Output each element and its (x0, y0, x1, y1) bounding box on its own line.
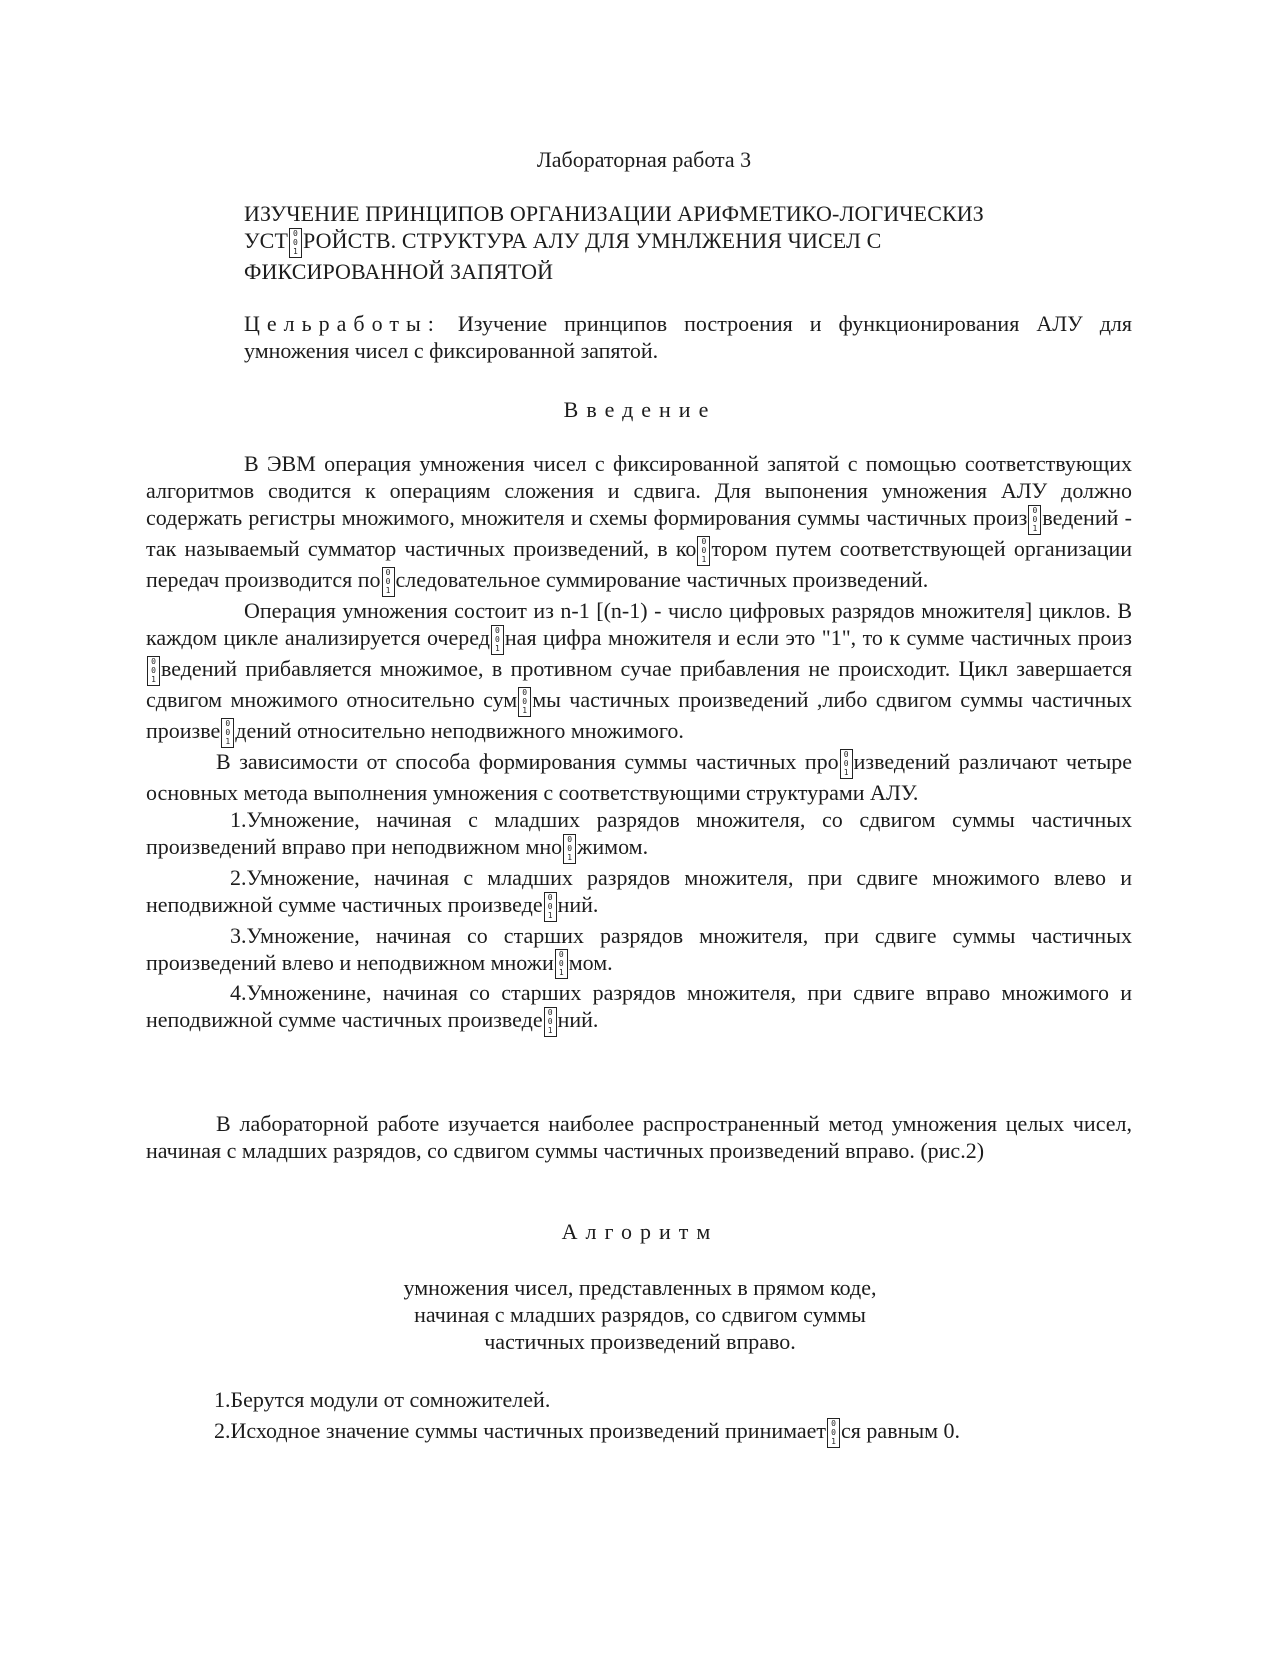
missing-glyph-icon: 0 0 1 (827, 1418, 840, 1448)
method-item-1: 1.Умножение, начиная с младших разрядов множителя, со сдвигом суммы частичных произведений вправо при неподвижном мно 0 0 1 жимом. (146, 806, 1132, 862)
heading-line-3: ФИКСИРОВАННОЙ ЗАПЯТОЙ (244, 258, 554, 284)
missing-glyph-icon: 0 0 1 (544, 1007, 557, 1037)
missing-glyph-icon: 0 0 1 (289, 228, 302, 258)
missing-glyph-icon: 0 0 1 (697, 536, 710, 566)
algorithm-subtitle-line-2: начиная с младших разрядов, со сдвигом суммы (414, 1302, 866, 1327)
topic-heading (244, 200, 1144, 285)
goal-paragraph (244, 310, 1132, 364)
lab-title: Лабораторная работа 3 (536, 147, 752, 172)
intro-paragraph-3: В зависимости от способа формирования суммы частичных про 0 0 1 изведений различают четыре основных метода выполнения умножения с соответствующими структурами АЛУ. (146, 748, 1132, 805)
intro-paragraph-1: В ЭВМ операция умножения чисел с фиксированной запятой с помощью соответствующих алгоритмов сводится к операциям сложения и сдвига. Для выпонения умножения АЛУ должно содержать регистры множимого, множителя и схемы формирования суммы частичных произ 0 0 1 ведений - так называемый сумматор частичных произведений, в ко 0 0 1 тором путем соответствующей организации передач производится по 0 0 1 следовательное суммирование частичных произведений. (146, 451, 1133, 595)
goal-text: Изучение принципов построения и функционирования АЛУ для умножения чисел с фиксированной запятой. (244, 311, 1132, 363)
algorithm-step-2: 2.Исходное значение суммы частичных произведений принимает 0 0 1 ся равным 0. (214, 1418, 961, 1446)
algorithm-subtitle (0, 1274, 1280, 1355)
missing-glyph-icon: 0 0 1 (491, 625, 504, 655)
missing-glyph-icon: 0 0 1 (563, 834, 576, 864)
method-item-4: 4.Умноженине, начиная со старших разрядов множителя, при сдвиге вправо множимого и неподвижной сумме частичных произведе 0 0 1 ний. (146, 980, 1132, 1036)
missing-glyph-icon: 0 0 1 (147, 656, 160, 686)
method-item-2: 2.Умножение, начиная с младших разрядов множителя, при сдвиге множимого влево и неподвижной сумме частичных произведе 0 0 1 ний. (146, 864, 1132, 920)
heading-line-2: УСТ 0 0 1 РОЙСТВ. СТРУКТУРА АЛУ ДЛЯ УМНЛЖЕНИЯ ЧИСЕЛ С (244, 228, 882, 256)
goal-label: Цельработы: (244, 311, 441, 336)
intro-heading: Введение (563, 397, 717, 422)
algorithm-subtitle-line-1: умножения чисел, представленных в прямом коде, (403, 1275, 877, 1300)
missing-glyph-icon: 0 0 1 (1028, 505, 1041, 535)
lab-note-paragraph: В лабораторной работе изучается наиболее распространенный метод умножения целых чисел, начиная с младших разрядов, со сдвигом суммы частичных произведений вправо. (рис.2) (146, 1111, 1132, 1163)
intro-paragraph-2: Операция умножения состоит из n-1 [(n-1) - число цифровых разрядов множителя] циклов. В каждом цикле анализируется очеред 0 0 1 ная цифра множителя и если это "1", то к сумме частичных произ0 0 1 ведений прибавляется множимое, в противном сучае прибавления не происходит. Цикл завершается сдвигом множимого относительно сум 0 0 1 мы частичных произведений ,либо сдвигом суммы частичных произве 0 0 1 дений относительно неподвижного множимого. (146, 597, 1133, 746)
missing-glyph-icon: 0 0 1 (840, 749, 853, 779)
algorithm-heading: Алгоритм (561, 1219, 719, 1244)
algorithm-steps (214, 1386, 1114, 1448)
missing-glyph-icon: 0 0 1 (518, 687, 531, 717)
missing-glyph-icon: 0 0 1 (382, 567, 395, 597)
heading-line-1: ИЗУЧЕНИЕ ПРИНЦИПОВ ОРГАНИЗАЦИИ АРИФМЕТИКО-ЛОГИЧЕСКИЗ (244, 201, 984, 226)
missing-glyph-icon: 0 0 1 (555, 949, 568, 979)
algorithm-step-1: 1.Берутся модули от сомножителей. (214, 1387, 551, 1412)
intro-section (146, 450, 1132, 1037)
method-item-3: 3.Умножение, начиная со старших разрядов множителя, при сдвиге суммы частичных произведений влево и неподвижном множи 0 0 1 мом. (146, 922, 1132, 978)
missing-glyph-icon: 0 0 1 (221, 718, 234, 748)
missing-glyph-icon: 0 0 1 (544, 892, 557, 922)
algorithm-subtitle-line-3: частичных произведений вправо. (484, 1329, 796, 1354)
